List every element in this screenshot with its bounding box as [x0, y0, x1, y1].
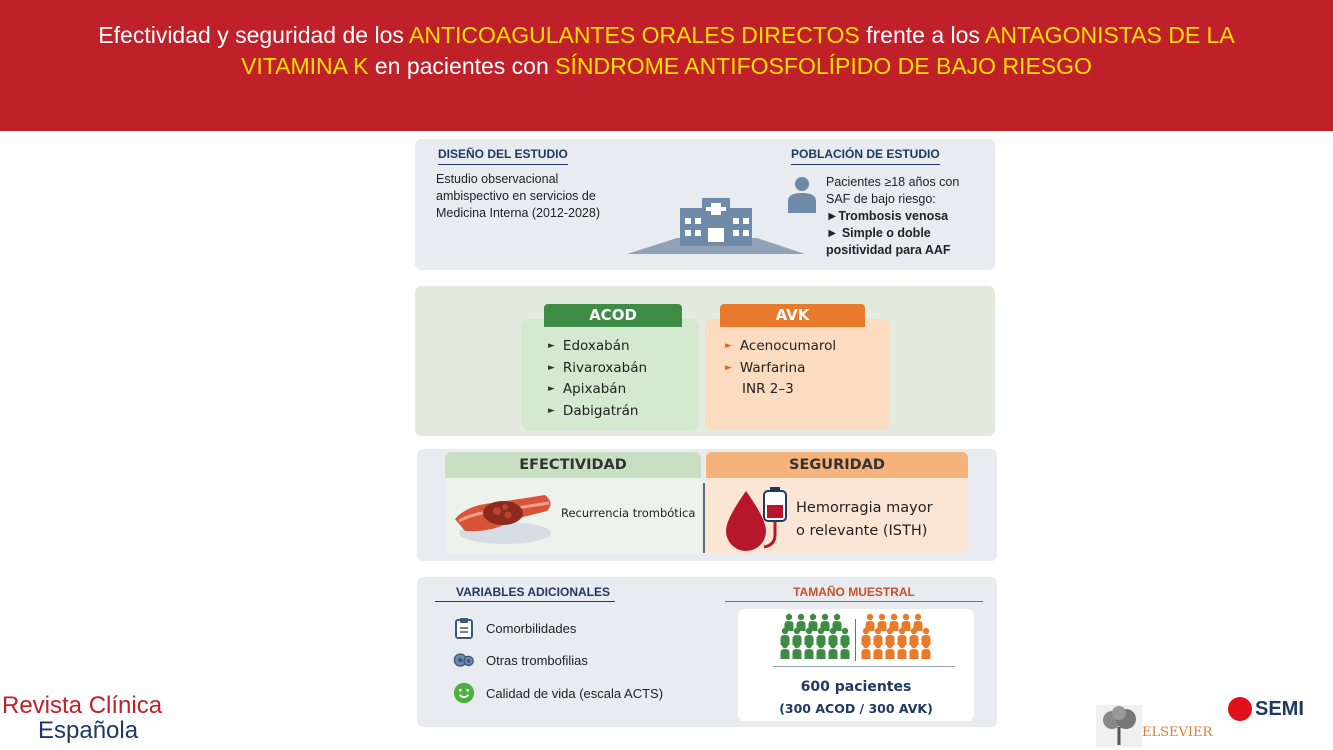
- elsevier-logo: ELSEVIER: [1142, 725, 1213, 740]
- seguridad-text: Hemorragia mayor o relevante (ISTH): [796, 500, 933, 539]
- avk-list: [725, 336, 836, 401]
- clipboard-icon: [453, 617, 475, 639]
- people-icon-acod: [779, 613, 851, 663]
- treatment-panel: [415, 286, 995, 436]
- people-icon-avk: [860, 613, 932, 663]
- variables-underline: [435, 601, 615, 602]
- population-text: Pacientes ≥18 años con SAF de bajo riesgo: ►Trombosis venosa ► Simple o doble positividad para AAF: [826, 175, 960, 257]
- cells-icon: [453, 649, 475, 671]
- list-item: ► Acenocumarol: [725, 336, 836, 358]
- outcomes-panel: [417, 449, 997, 561]
- efectividad-label: Recurrencia trombótica: [561, 506, 696, 520]
- person-icon: [785, 175, 819, 213]
- sample-title: TAMAÑO MUESTRAL: [793, 585, 915, 599]
- avk-tab: AVK: [720, 304, 865, 327]
- design-title: DISEÑO DEL ESTUDIO: [438, 147, 568, 165]
- sample-detail: (300 ACOD / 300 AVK): [779, 701, 933, 716]
- variable-thrombophilias: Otras trombofilias: [453, 649, 588, 671]
- title-line-1: Efectividad y seguridad de los ANTICOAGULANTES ORALES DIRECTOS frente a los ANTAGONISTAS DE LA: [98, 22, 1235, 48]
- list-item: ► Apixabán: [548, 379, 647, 401]
- efectividad-title: EFECTIVIDAD: [445, 452, 701, 478]
- sample-count: 600 pacientes: [800, 679, 912, 695]
- extra-panel: [417, 577, 997, 727]
- semi-logo: SEMI: [1228, 697, 1304, 721]
- acod-tab: ACOD: [544, 304, 682, 327]
- acod-list: [548, 336, 647, 422]
- title-banner: [0, 0, 1333, 131]
- journal-logo: Revista Clínica Española: [2, 692, 163, 744]
- title-line-2: VITAMINA K en pacientes con SÍNDROME ANTIFOSFOLÍPIDO DE BAJO RIESGO: [241, 53, 1092, 79]
- list-item: ► Warfarina: [725, 358, 836, 380]
- blood-drop-icon: [720, 485, 790, 553]
- list-item: ► Dabigatrán: [548, 401, 647, 423]
- variable-comorbidities: Comorbilidades: [453, 617, 576, 639]
- sample-line: [773, 666, 955, 667]
- study-panel: [415, 139, 995, 270]
- smiley-icon: [453, 682, 475, 704]
- thrombus-icon: [453, 489, 557, 547]
- variables-title: VARIABLES ADICIONALES: [456, 585, 611, 599]
- inr-note: INR 2–3: [742, 381, 794, 397]
- sample-divider: [855, 619, 856, 661]
- seguridad-title: SEGURIDAD: [706, 452, 968, 478]
- list-item: ► Rivaroxabán: [548, 358, 647, 380]
- hospital-icon: [627, 194, 805, 256]
- population-title: POBLACIÓN DE ESTUDIO: [791, 147, 940, 165]
- variable-quality-of-life: Calidad de vida (escala ACTS): [453, 682, 663, 704]
- list-item: ► Edoxabán: [548, 336, 647, 358]
- semi-dot-icon: [1228, 697, 1252, 721]
- divider: [703, 483, 705, 553]
- design-text: Estudio observacional ambispectivo en servicios de Medicina Interna (2012-2028): [436, 172, 600, 220]
- elsevier-tree-icon: [1096, 705, 1142, 747]
- sample-underline: [725, 601, 983, 602]
